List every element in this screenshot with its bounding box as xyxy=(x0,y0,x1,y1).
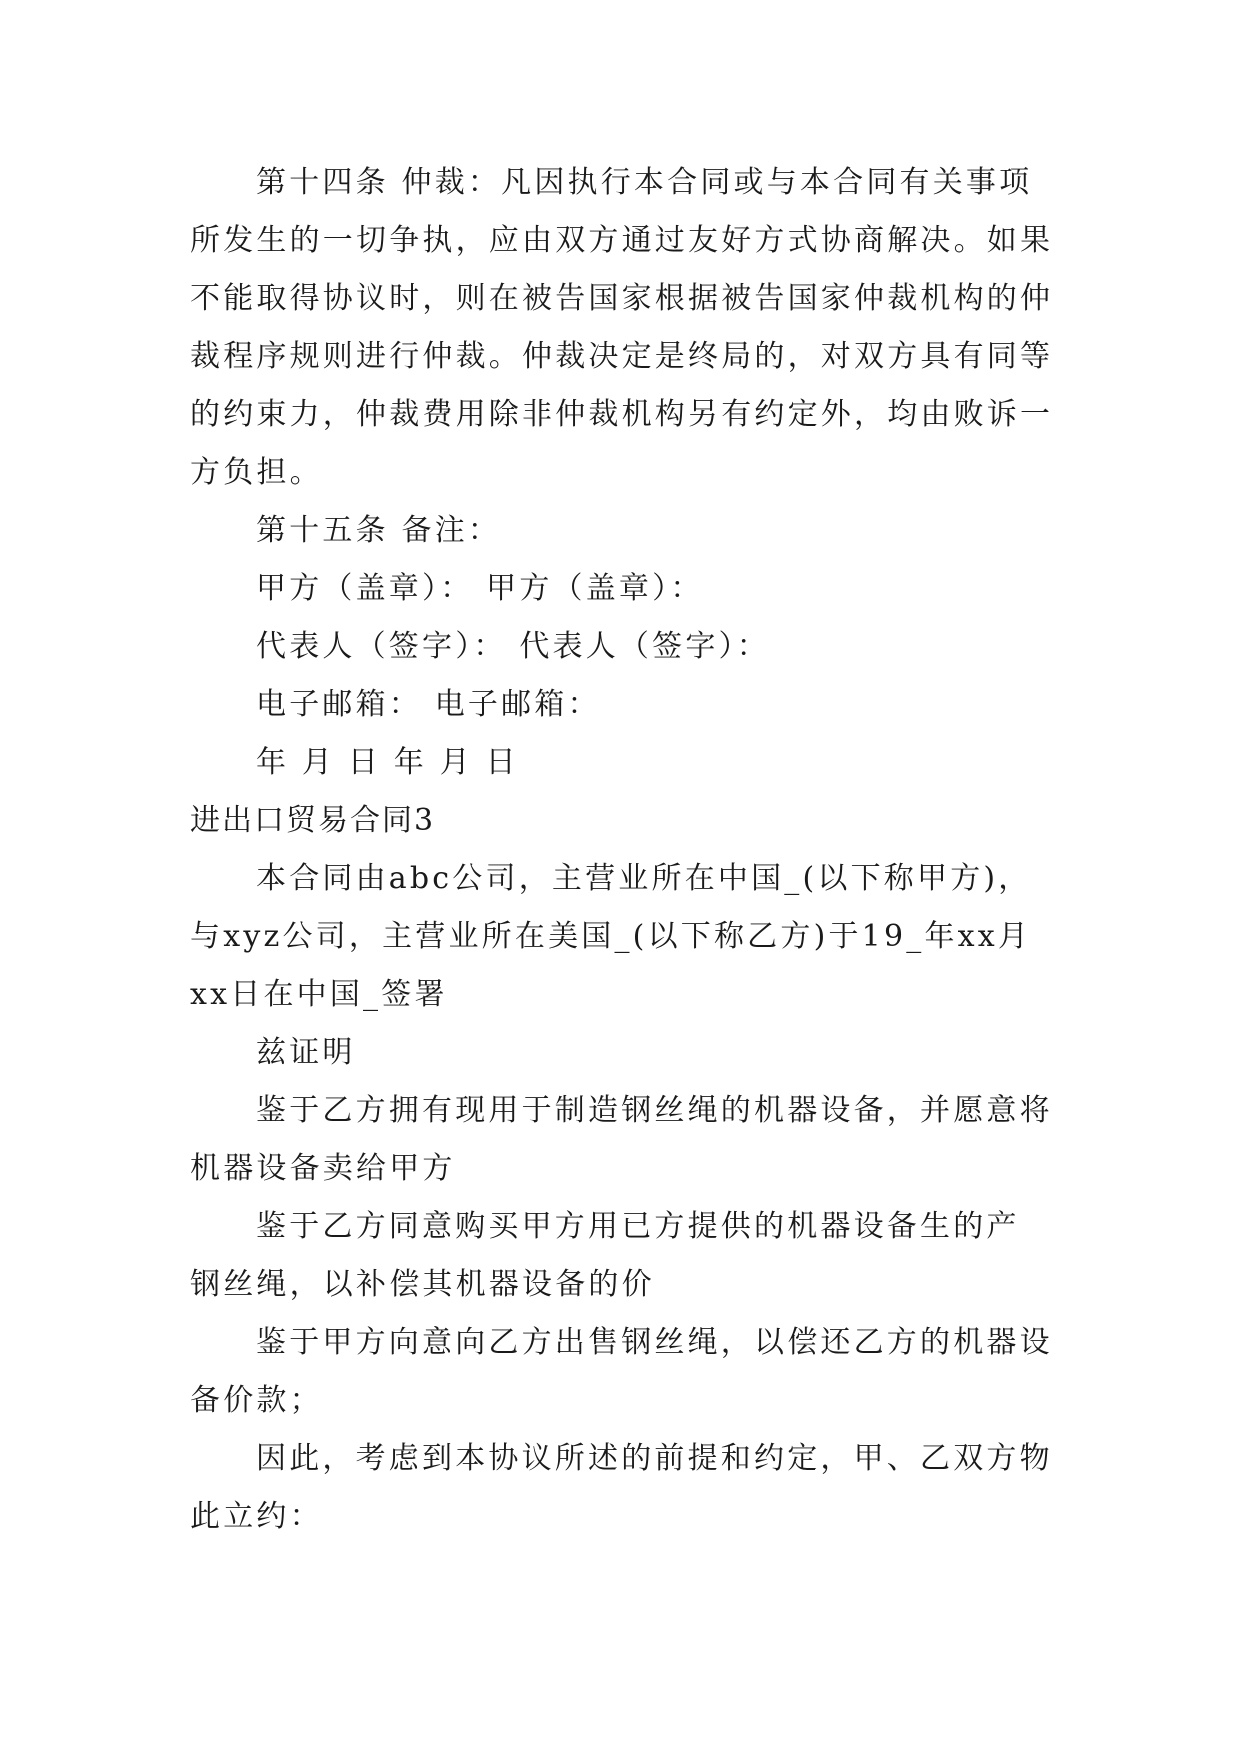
text-line: 第十五条 备注： xyxy=(256,513,502,548)
text-line: 代表人（签字）： 代表人（签字）： xyxy=(256,629,770,664)
text-line: xx日在中国_签署 xyxy=(190,977,448,1012)
section-heading: 进出口贸易合同3 xyxy=(190,803,436,838)
text-line: 鉴于乙方拥有现用于制造钢丝绳的机器设备，并愿意将 xyxy=(256,1093,1053,1128)
text-line: 本合同由abc公司，主营业所在中国_(以下称甲方)， xyxy=(256,861,1032,896)
text-line: 不能取得协议时，则在被告国家根据被告国家仲裁机构的仲 xyxy=(190,281,1054,316)
text-line: 年 月 日 年 月 日 xyxy=(256,745,519,780)
text-line: 兹证明 xyxy=(256,1035,356,1070)
text-line: 因此，考虑到本协议所述的前提和约定，甲、乙双方物 xyxy=(256,1441,1053,1476)
text-line: 第十四条 仲裁：凡因执行本合同或与本合同有关事项 xyxy=(256,165,1033,200)
text-line: 机器设备卖给甲方 xyxy=(190,1151,456,1186)
text-line: 裁程序规则进行仲裁。仲裁决定是终局的，对双方具有同等 xyxy=(190,339,1054,374)
text-line: 的约束力，仲裁费用除非仲裁机构另有约定外，均由败诉一 xyxy=(190,397,1054,432)
text-line: 所发生的一切争执，应由双方通过友好方式协商解决。如果 xyxy=(190,223,1054,258)
text-line: 甲方（盖章）： 甲方（盖章）： xyxy=(256,571,704,606)
text-line: 此立约： xyxy=(190,1499,323,1534)
text-line: 方负担。 xyxy=(190,455,323,490)
text-line: 备价款； xyxy=(190,1383,323,1418)
text-line: 钢丝绳，以补偿其机器设备的价 xyxy=(190,1267,655,1302)
text-line: 与xyz公司，主营业所在美国_(以下称乙方)于19_年xx月 xyxy=(190,919,1032,954)
text-line: 鉴于乙方同意购买甲方用已方提供的机器设备生的产 xyxy=(256,1209,1020,1244)
text-line: 电子邮箱： 电子邮箱： xyxy=(256,687,601,722)
text-line: 鉴于甲方向意向乙方出售钢丝绳，以偿还乙方的机器设 xyxy=(256,1325,1053,1360)
document-page xyxy=(190,154,1056,1546)
